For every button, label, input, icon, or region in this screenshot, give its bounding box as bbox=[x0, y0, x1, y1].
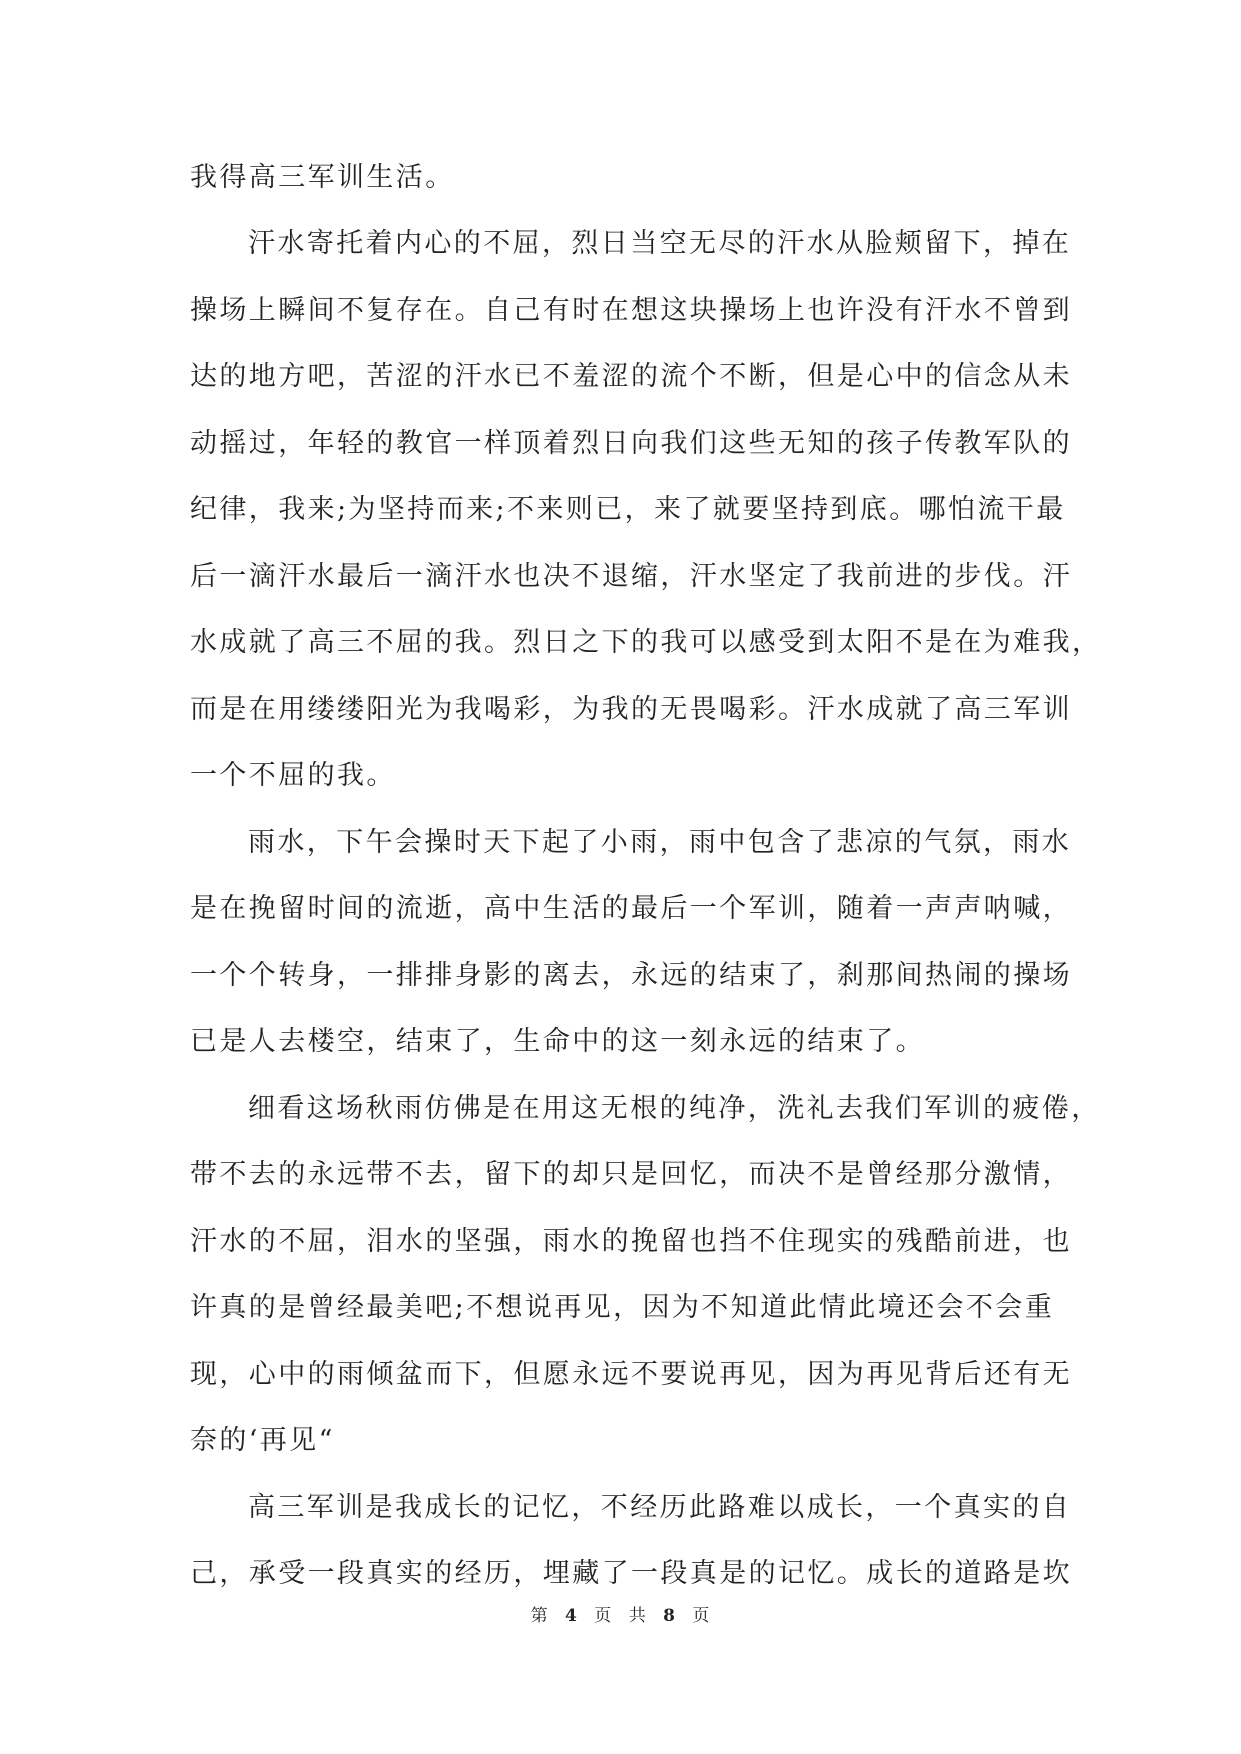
text-line: 现，心中的雨倾盆而下，但愿永远不要说再见，因为再见背后还有无 bbox=[190, 1359, 1072, 1390]
text-line: 已是人去楼空，结束了，生命中的这一刻永远的结束了。 bbox=[190, 1026, 925, 1057]
text-line: 汗水寄托着内心的不屈，烈日当空无尽的汗水从脸颊留下，掉在 bbox=[248, 228, 1072, 259]
text-line: 纪律，我来;为坚持而来;不来则已，来了就要坚持到底。哪怕流干最 bbox=[190, 494, 1066, 525]
text-line: 己，承受一段真实的经历，埋藏了一段真是的记忆。成长的道路是坎 bbox=[190, 1558, 1072, 1589]
total-page-count: 8 bbox=[663, 1606, 676, 1626]
text-line: 汗水的不屈，泪水的坚强，雨水的挽留也挡不住现实的残酷前进，也 bbox=[190, 1226, 1072, 1257]
text-line: 动摇过，年轻的教官一样顶着烈日向我们这些无知的孩子传教军队的 bbox=[190, 428, 1072, 459]
text-line: 达的地方吧，苦涩的汗水已不羞涩的流个不断，但是心中的信念从未 bbox=[190, 361, 1072, 392]
text-line: 许真的是曾经最美吧;不想说再见，因为不知道此情此境还会不会重 bbox=[190, 1292, 1055, 1323]
footer-prefix: 第 bbox=[530, 1606, 549, 1626]
text-line: 是在挽留时间的流逝，高中生活的最后一个军训，随着一声声呐喊， bbox=[190, 893, 1072, 924]
text-line: 带不去的永远带不去，留下的却只是回忆，而决不是曾经那分激情， bbox=[190, 1159, 1072, 1190]
text-line: 一个个转身，一排排身影的离去，永远的结束了，刹那间热闹的操场 bbox=[190, 960, 1072, 991]
text-line: 奈的‘再见“ bbox=[190, 1425, 335, 1456]
footer-page-word: 页 bbox=[594, 1606, 613, 1626]
text-line: 高三军训是我成长的记忆，不经历此路难以成长，一个真实的自 bbox=[248, 1492, 1072, 1523]
text-line: 后一滴汗水最后一滴汗水也决不退缩，汗水坚定了我前进的步伐。汗 bbox=[190, 561, 1072, 592]
page-footer bbox=[0, 1604, 1241, 1628]
text-line: 细看这场秋雨仿佛是在用这无根的纯净，洗礼去我们军训的疲倦， bbox=[248, 1093, 1101, 1124]
current-page-number: 4 bbox=[565, 1606, 578, 1626]
text-line: 我得高三军训生活。 bbox=[190, 162, 455, 193]
text-line: 操场上瞬间不复存在。自己有时在想这块操场上也许没有汗水不曾到 bbox=[190, 295, 1072, 326]
text-line: 而是在用缕缕阳光为我喝彩，为我的无畏喝彩。汗水成就了高三军训 bbox=[190, 694, 1072, 725]
footer-suffix: 页 bbox=[692, 1606, 711, 1626]
footer-total-word: 共 bbox=[628, 1606, 647, 1626]
text-line: 雨水，下午会操时天下起了小雨，雨中包含了悲凉的气氛，雨水 bbox=[248, 827, 1072, 858]
text-line: 水成就了高三不屈的我。烈日之下的我可以感受到太阳不是在为难我， bbox=[190, 627, 1102, 658]
text-line: 一个不屈的我。 bbox=[190, 760, 396, 791]
